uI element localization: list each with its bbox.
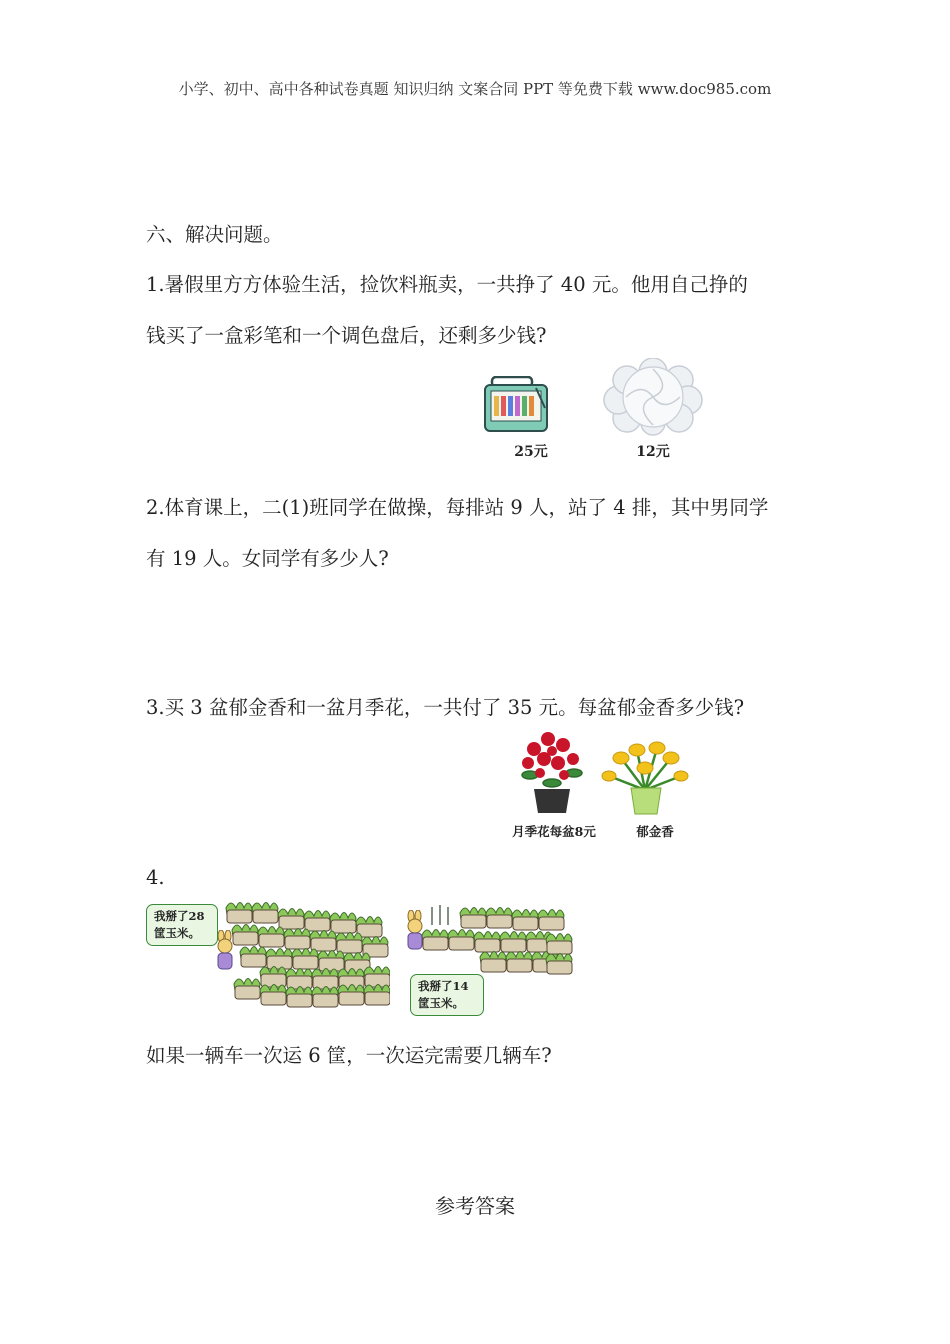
q2-line2: 有 19 人。女同学有多少人? [146, 547, 389, 570]
tulip-pot-image [601, 740, 689, 816]
page-header: 小学、初中、高中各种试卷真题 知识归纳 文案合同 PPT 等免费下载 www.doc985.com [178, 80, 772, 98]
q2-line1: 2.体育课上，二(1)班同学在做操，每排站 9 人，站了 4 排，其中男同学 [146, 496, 769, 519]
q1-line2: 钱买了一盒彩笔和一个调色盘后，还剩多少钱? [146, 324, 547, 347]
bubble-left: 我掰了28筐玉米。 [146, 904, 218, 946]
rabbit-right-icon [402, 910, 428, 956]
q1-line1: 1.暑假里方方体验生活，捡饮料瓶卖，一共挣了 40 元。他用自己挣的 [146, 273, 748, 296]
corn-baskets-left-image [220, 898, 390, 1008]
rose-caption: 月季花每盆8元 [512, 824, 596, 839]
palette-price: 12元 [636, 444, 670, 460]
rose-pot-image [518, 727, 586, 815]
palette-image [602, 358, 704, 436]
pen-price: 25元 [514, 444, 548, 460]
pen-box-image [482, 376, 552, 434]
bubble-right: 我掰了14筐玉米。 [410, 974, 484, 1016]
section-title: 六、解决问题。 [146, 223, 283, 246]
q3-line1: 3.买 3 盆郁金香和一盆月季花，一共付了 35 元。每盆郁金香多少钱? [146, 696, 745, 719]
answer-title: 参考答案 [435, 1194, 515, 1218]
tulip-caption: 郁金香 [636, 824, 674, 839]
q4-question: 如果一辆车一次运 6 筐，一次运完需要几辆车? [146, 1044, 552, 1067]
q4-number: 4. [146, 866, 165, 889]
